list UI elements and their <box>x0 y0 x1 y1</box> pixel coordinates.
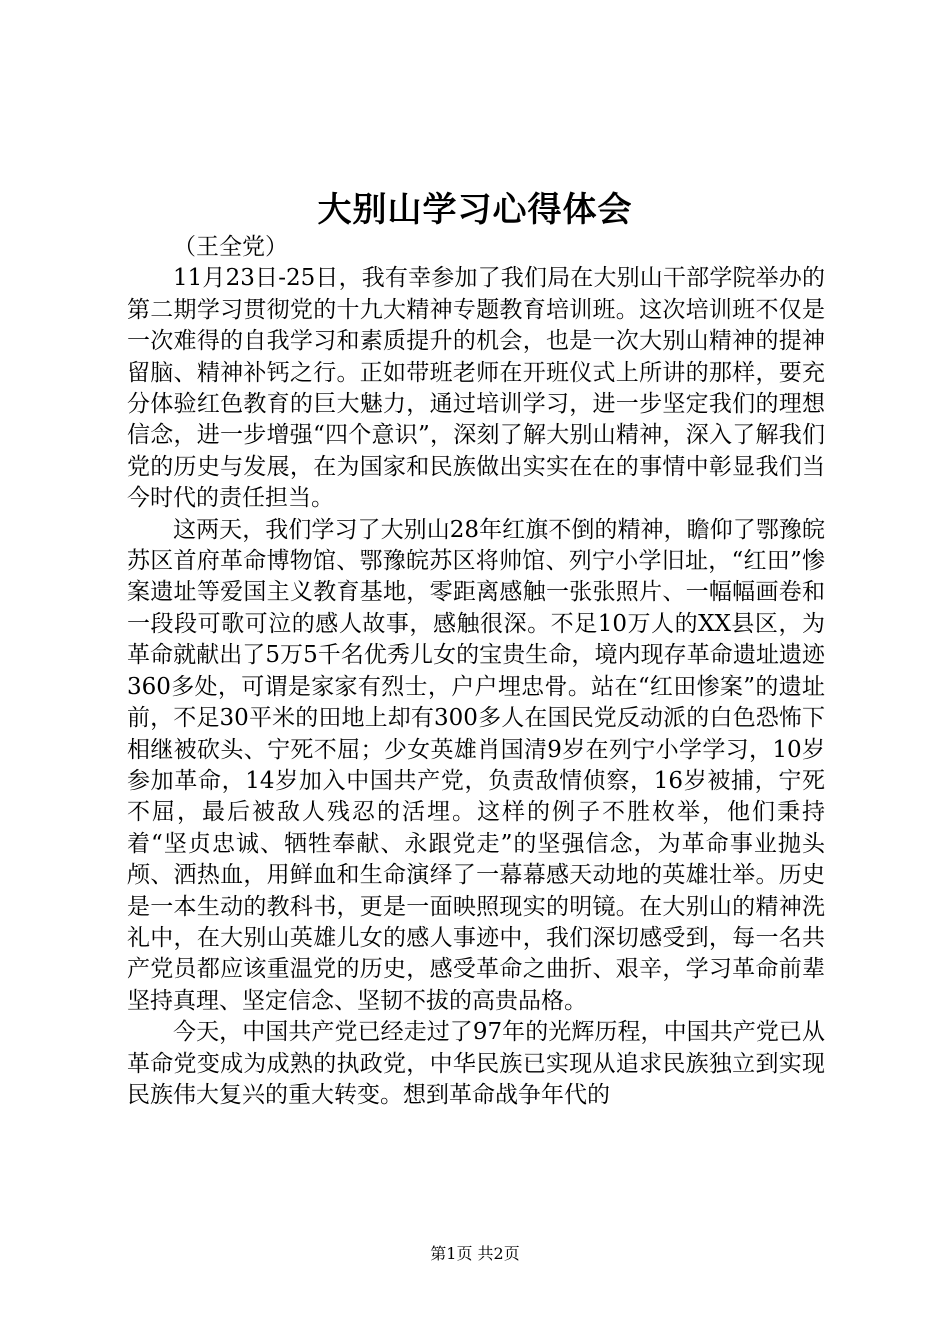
paragraph-3: 今天，中国共产党已经走过了97年的光辉历程，中国共产党已从革命党变成为成熟的执政党，中华民族已实现从追求民族独立到实现民族伟大复兴的重大转变。想到革命战争年代的 <box>127 1019 825 1108</box>
paragraph-1: 11月23日-25日，我有幸参加了我们局在大别山干部学院举办的第二期学习贯彻党的十九大精神专题教育培训班。这次培训班不仅是一次难得的自我学习和素质提升的机会，也是一次大别山精神的提神留脑、精神补钙之行。正如带班老师在开班仪式上所讲的那样，要充分体验红色教育的巨大魅力，通过培训学习，进一步坚定我们的理想信念，进一步增强“四个意识”，深刻了解大别山精神，深入了解我们党的历史与发展，在为国家和民族做出实实在在的事情中彰显我们当今时代的责任担当。 <box>127 265 825 512</box>
page-footer: 第1页 共2页 <box>430 1244 520 1263</box>
document-body <box>127 232 825 1111</box>
author-line: （王全党） <box>173 234 288 260</box>
paragraph-2: 这两天，我们学习了大别山28年红旗不倒的精神，瞻仰了鄂豫皖苏区首府革命博物馆、鄂豫皖苏区将帅馆、列宁小学旧址，“红田”惨案遗址等爱国主义教育基地，零距离感触一张张照片、一幅幅画卷和一段段可歌可泣的感人故事，感触很深。不足10万人的XX县区，为革命就献出了5万5千名优秀儿女的宝贵生命，境内现存革命遗址遗迹360多处，可谓是家家有烈士，户户埋忠骨。站在“红田惨案”的遗址前，不足30平米的田地上却有300多人在国民党反动派的白色恐怖下相继被砍头、宁死不屈；少女英雄肖国清9岁在列宁小学学习，10岁参加革命，14岁加入中国共产党，负责敌情侦察，16岁被捕，宁死不屈，最后被敌人残忍的活埋。这样的例子不胜枚举，他们秉持着“坚贞忠诚、牺牲奉献、永跟党走”的坚强信念，为革命事业抛头颅、洒热血，用鲜血和生命演绎了一幕幕感天动地的英雄壮举。历史是一本生动的教科书，更是一面映照现实的明镜。在大别山的精神洗礼中，在大别山英雄儿女的感人事迹中，我们深切感受到，每一名共产党员都应该重温党的历史，感受革命之曲折、艰辛，学习革命前辈坚持真理、坚定信念、坚韧不拔的高贵品格。 <box>127 516 825 1014</box>
document-title: 大别山学习心得体会 <box>317 190 633 230</box>
